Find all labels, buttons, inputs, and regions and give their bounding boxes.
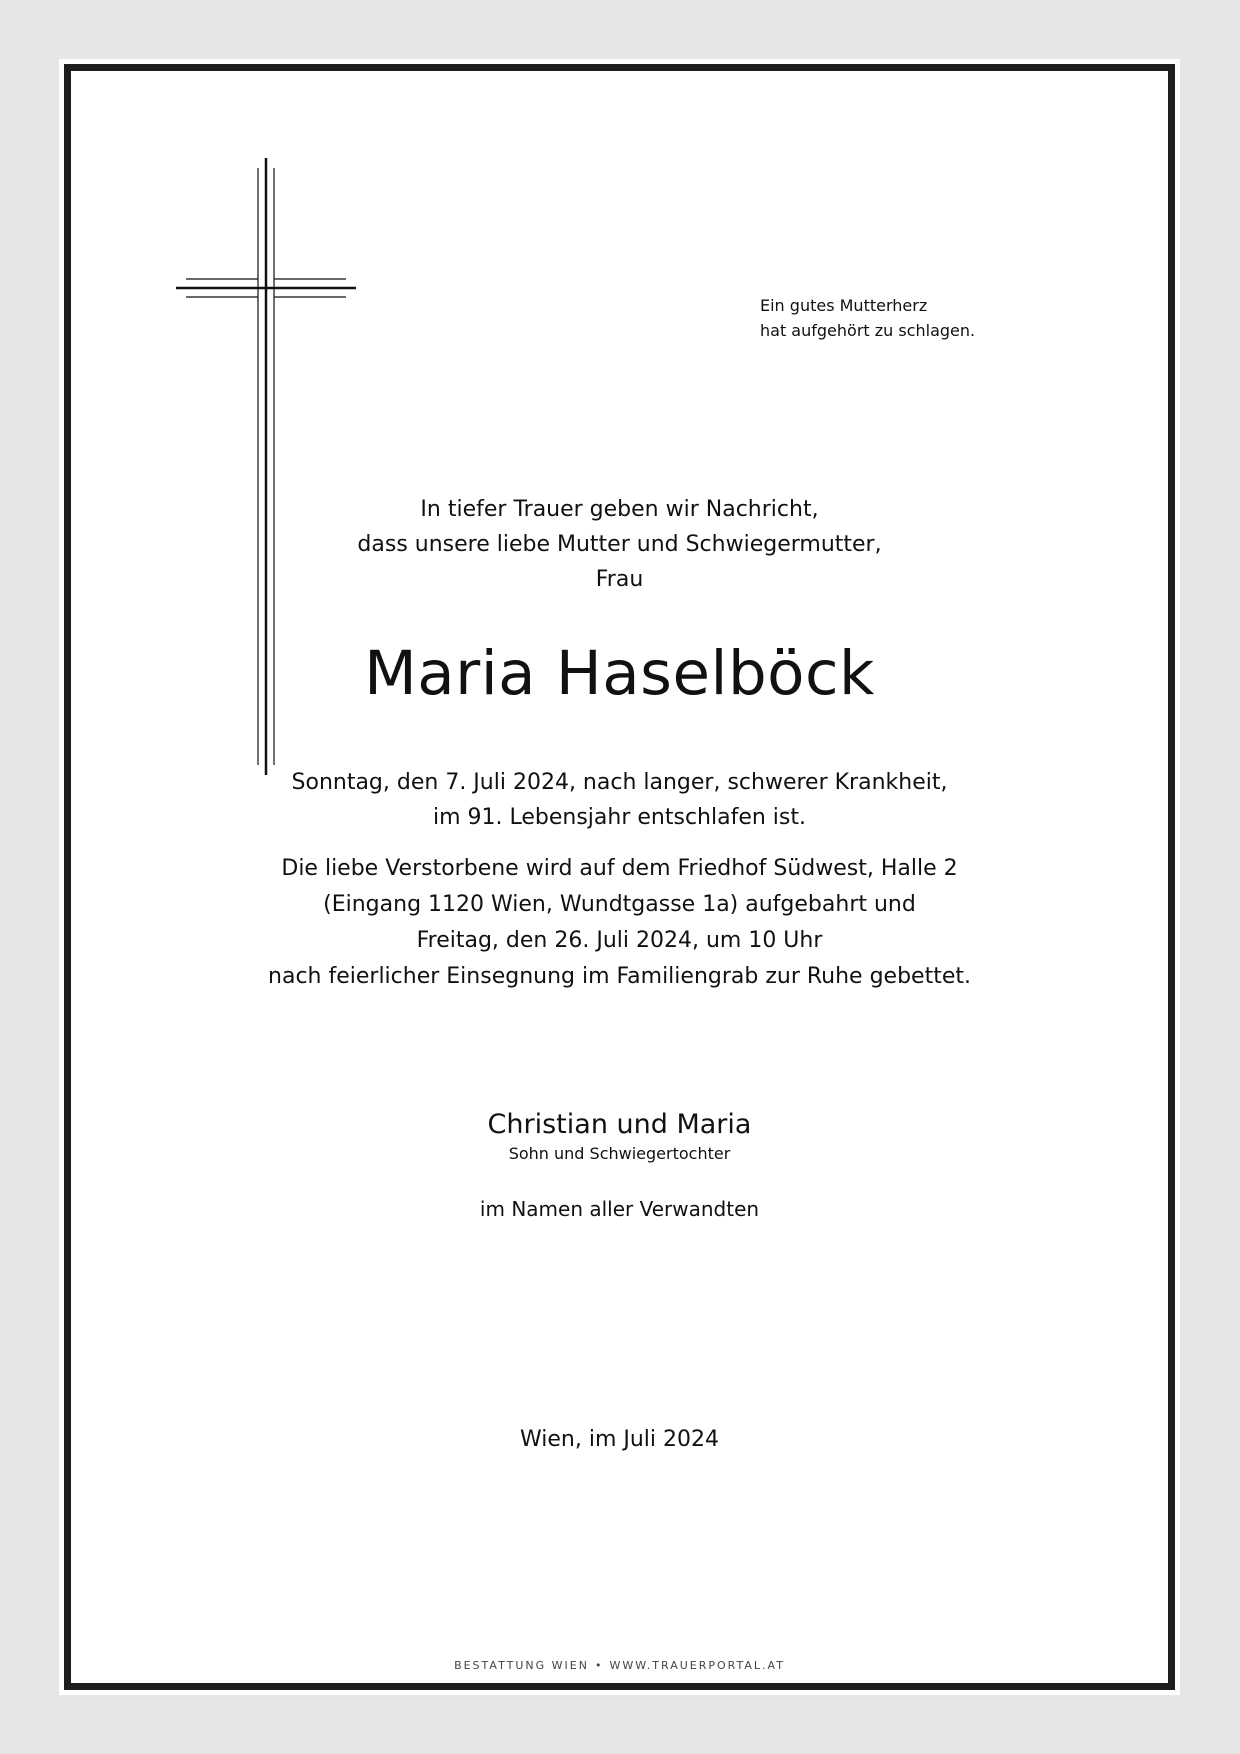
epitaph-line-2: hat aufgehört zu schlagen.	[760, 321, 976, 340]
funeral-line-1: Die liebe Verstorbene wird auf dem Friedhof Südwest, Halle 2	[281, 856, 958, 881]
death-line-1: Sonntag, den 7. Juli 2024, nach langer, schwerer Krankheit,	[291, 770, 948, 795]
place-date: Wien, im Juli 2024	[519, 1427, 720, 1452]
funeral-line-3: Freitag, den 26. Juli 2024, um 10 Uhr	[416, 928, 823, 953]
epitaph-line-1: Ein gutes Mutterherz	[760, 296, 928, 315]
footer	[64, 1658, 1175, 1674]
death-details	[64, 765, 1175, 835]
intro-line-1: In tiefer Trauer geben wir Nachricht,	[420, 497, 819, 522]
intro-line-3: Frau	[595, 567, 644, 592]
footer-website-link[interactable]: WWW.TRAUERPORTAL.AT	[609, 1659, 785, 1672]
intro-text	[64, 492, 1175, 597]
survivor-relation: Sohn und Schwiegertochter	[508, 1144, 731, 1163]
footer-funeral-home: BESTATTUNG WIEN	[454, 1659, 589, 1672]
death-line-2: im 91. Lebensjahr entschlafen ist.	[432, 805, 806, 830]
survivors	[64, 1107, 1175, 1165]
funeral-details	[64, 851, 1175, 995]
on-behalf-text: im Namen aller Verwandten	[479, 1197, 760, 1221]
deceased-name: Maria Haselböck	[364, 638, 875, 709]
funeral-line-4: nach feierlicher Einsegnung im Familiengrab zur Ruhe gebettet.	[268, 964, 971, 989]
epitaph	[760, 293, 975, 343]
funeral-line-2: (Eingang 1120 Wien, Wundtgasse 1a) aufgebahrt und	[323, 892, 916, 917]
survivor-names: Christian und Maria	[487, 1109, 752, 1140]
intro-line-2: dass unsere liebe Mutter und Schwiegermutter,	[357, 532, 882, 557]
footer-separator: •	[594, 1659, 604, 1672]
